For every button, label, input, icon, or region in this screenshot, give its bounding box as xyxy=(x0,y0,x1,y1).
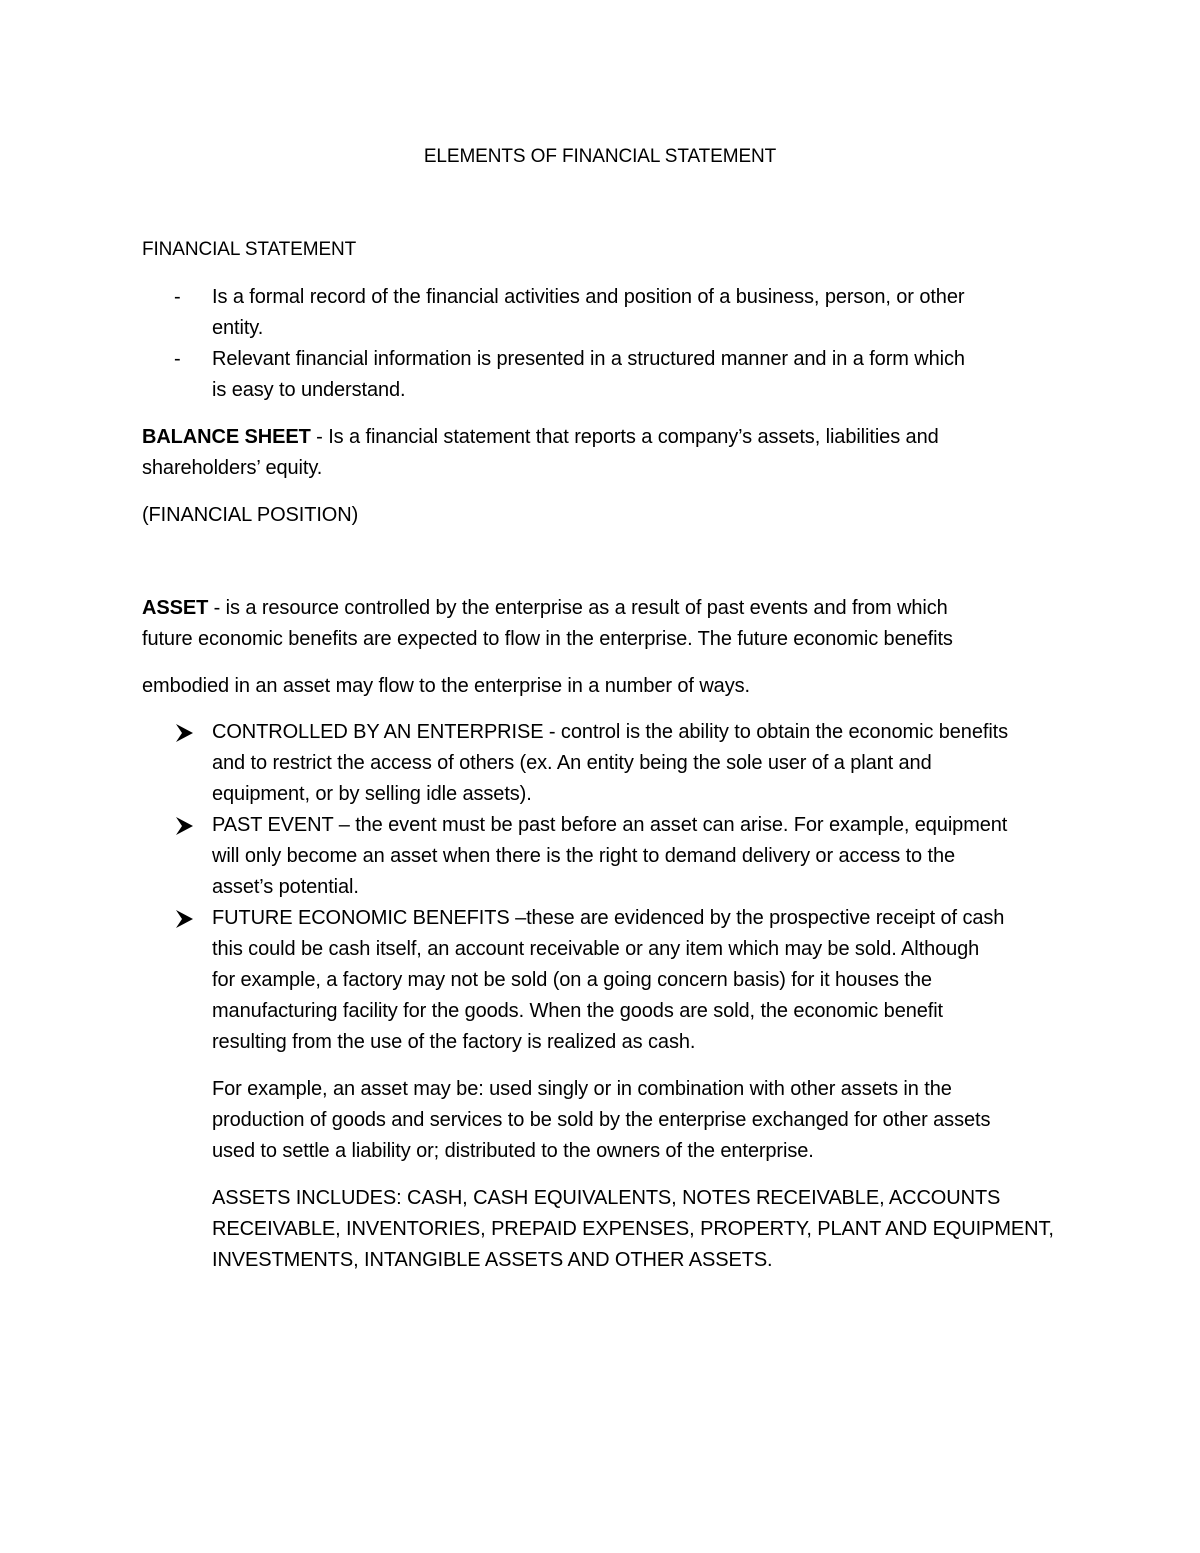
assets-includes-line-2: RECEIVABLE, INVENTORIES, PREPAID EXPENSES, PROPERTY, PLANT AND EQUIPMENT, xyxy=(212,1218,1054,1240)
bullet-1-line-2: entity. xyxy=(212,317,264,339)
bullet-marker: - xyxy=(174,348,181,370)
example-line-1: For example, an asset may be: used singly or in combination with other assets in the xyxy=(212,1078,952,1100)
bullet-marker: - xyxy=(174,286,181,308)
controlled-line-2: and to restrict the access of others (ex. An entity being the sole user of a plant and xyxy=(212,752,932,774)
financial-statement-heading: FINANCIAL STATEMENT xyxy=(142,239,357,260)
asset-term: ASSET xyxy=(142,597,209,619)
past-event-line-3: asset’s potential. xyxy=(212,876,359,898)
future-benefits-line-5: resulting from the use of the factory is realized as cash. xyxy=(212,1031,696,1053)
controlled-line-1: CONTROLLED BY AN ENTERPRISE - control is the ability to obtain the economic benefits xyxy=(212,721,1009,743)
asset-line-2: future economic benefits are expected to flow in the enterprise. The future economic benefits xyxy=(142,628,953,650)
controlled-line-3: equipment, or by selling idle assets). xyxy=(212,783,532,805)
asset-line-1 xyxy=(142,596,948,620)
balance-sheet-line-2: shareholders’ equity. xyxy=(142,457,323,479)
past-event-line-2: will only become an asset when there is the right to demand delivery or access to the xyxy=(212,845,956,867)
assets-includes-line-1: ASSETS INCLUDES: CASH, CASH EQUIVALENTS, NOTES RECEIVABLE, ACCOUNTS xyxy=(212,1187,1001,1209)
balance-sheet-term: BALANCE SHEET xyxy=(142,426,311,448)
arrow-bullet-icon xyxy=(175,908,195,930)
financial-position-note: (FINANCIAL POSITION) xyxy=(142,504,359,526)
arrow-bullet-icon xyxy=(175,815,195,837)
document-title: ELEMENTS OF FINANCIAL STATEMENT xyxy=(423,146,777,167)
example-line-2: production of goods and services to be sold by the enterprise exchanged for other assets xyxy=(212,1109,991,1131)
assets-includes-line-3: INVESTMENTS, INTANGIBLE ASSETS AND OTHER ASSETS. xyxy=(212,1249,773,1271)
bullet-2-line-1: Relevant financial information is presented in a structured manner and in a form which xyxy=(212,348,965,370)
balance-sheet-definition: - Is a financial statement that reports a company’s assets, liabilities and xyxy=(310,426,939,448)
future-benefits-line-2: this could be cash itself, an account receivable or any item which may be sold. Although xyxy=(212,938,980,960)
bullet-2-line-2: is easy to understand. xyxy=(212,379,406,401)
past-event-line-1: PAST EVENT – the event must be past before an asset can arise. For example, equipment xyxy=(212,814,1008,836)
asset-line-3: embodied in an asset may flow to the enterprise in a number of ways. xyxy=(142,675,750,697)
bullet-1-line-1: Is a formal record of the financial activities and position of a business, person, or other xyxy=(212,286,965,308)
future-benefits-line-1: FUTURE ECONOMIC BENEFITS –these are evidenced by the prospective receipt of cash xyxy=(212,907,1005,929)
example-line-3: used to settle a liability or; distributed to the owners of the enterprise. xyxy=(212,1140,814,1162)
future-benefits-line-4: manufacturing facility for the goods. When the goods are sold, the economic benefit xyxy=(212,1000,944,1022)
future-benefits-line-3: for example, a factory may not be sold (on a going concern basis) for it houses the xyxy=(212,969,932,991)
arrow-bullet-icon xyxy=(175,722,195,744)
balance-sheet-line-1 xyxy=(142,425,939,449)
asset-definition: - is a resource controlled by the enterprise as a result of past events and from which xyxy=(208,597,948,619)
